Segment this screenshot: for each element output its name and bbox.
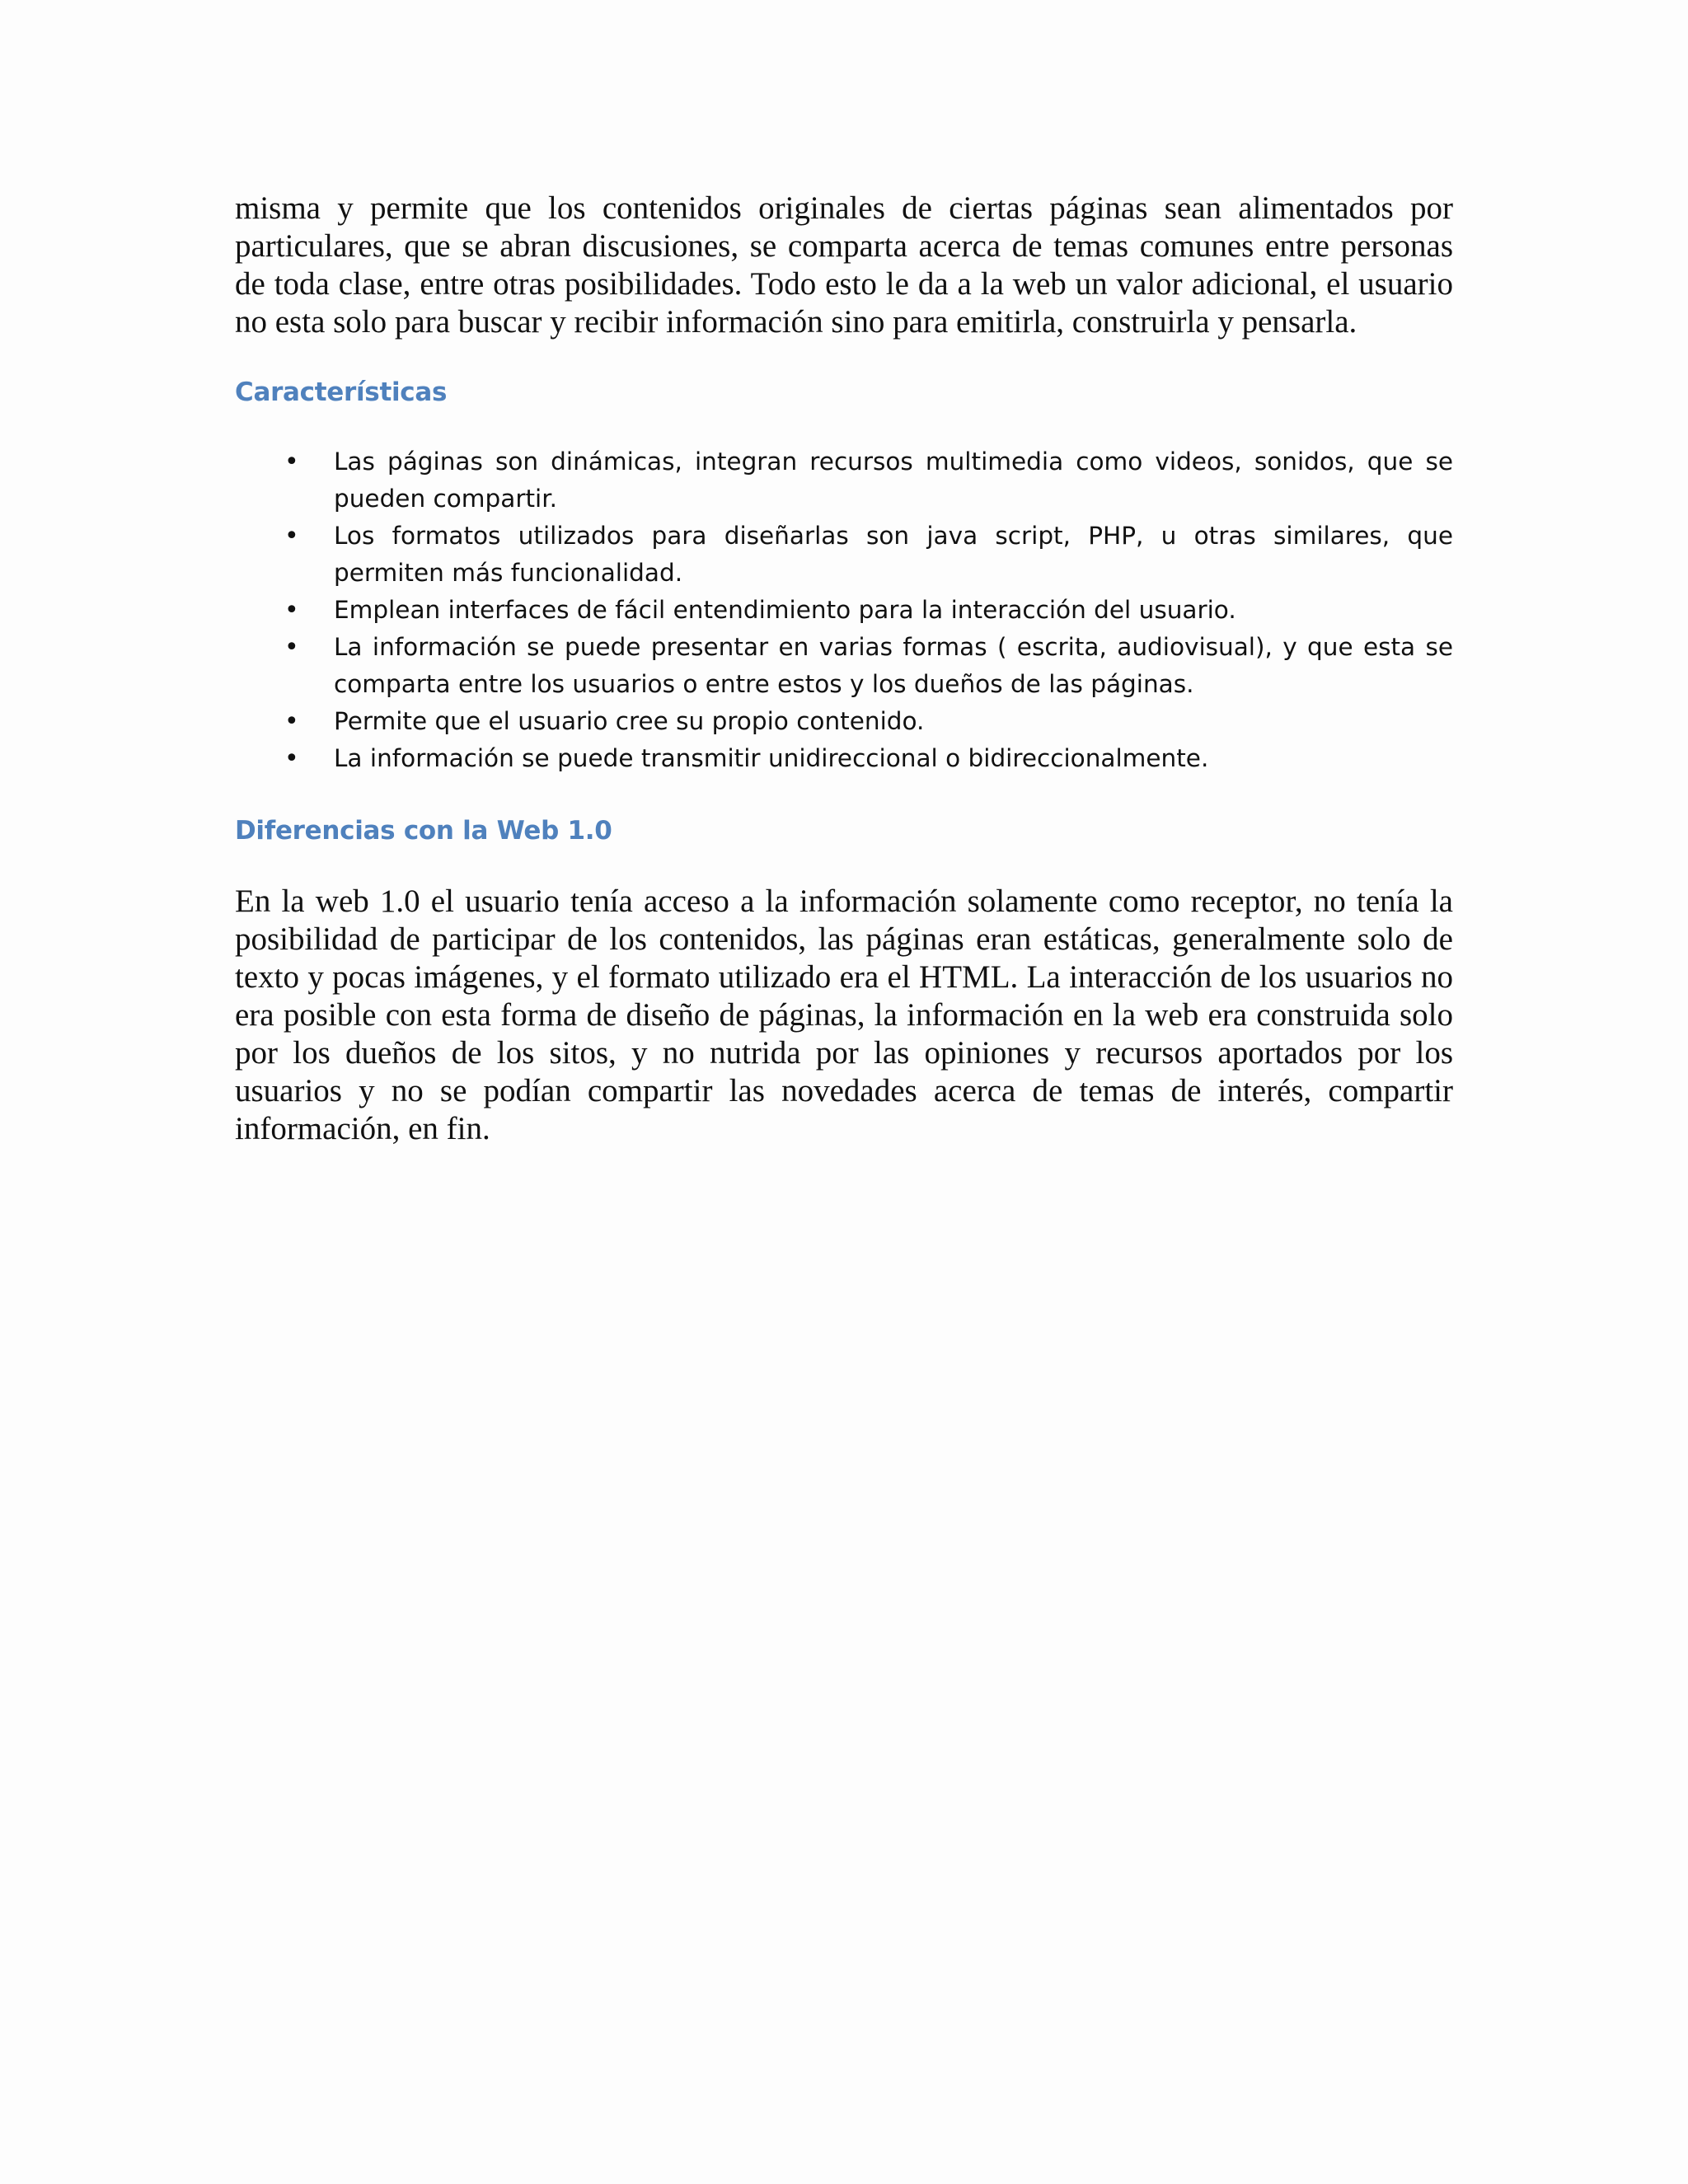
- bullet-icon: •: [284, 522, 299, 551]
- heading-caracteristicas: Características: [235, 377, 448, 407]
- bullet-icon: •: [284, 596, 299, 625]
- list-item: [235, 629, 1453, 703]
- characteristics-list: [235, 443, 1453, 777]
- differences-paragraph: En la web 1.0 el usuario tenía acceso a la información solamente como receptor, no tenía la posibilidad de participar de los contenidos, las páginas eran estáticas, generalmente solo de texto y pocas imágenes, y el formato utilizado era el HTML. La interacción de los usuarios no era posible con esta forma de diseño de páginas, la información en la web era construida solo por los dueños de los sitos, y no nutrida por las opiniones y recursos aportados por los usuarios y no se podían compartir las novedades acerca de temas de interés, compartir información, en fin.: [235, 883, 1453, 1146]
- bullet-icon: •: [284, 707, 299, 736]
- page-content: [235, 190, 1453, 1148]
- list-item: [235, 592, 1453, 629]
- list-item-text: Permite que el usuario cree su propio contenido.: [334, 707, 925, 735]
- bullet-icon: •: [284, 633, 299, 662]
- list-item: [235, 703, 1453, 740]
- list-item-text: Las páginas son dinámicas, integran recursos multimedia como videos, sonidos, que se pueden compartir.: [334, 448, 1453, 513]
- bullet-icon: •: [284, 448, 299, 476]
- list-item-text: Los formatos utilizados para diseñarlas son java script, PHP, u otras similares, que permiten más funcionalidad.: [334, 522, 1453, 587]
- heading-diferencias: Diferencias con la Web 1.0: [235, 816, 612, 846]
- list-item: [235, 740, 1453, 777]
- list-item: [235, 518, 1453, 592]
- list-item-text: La información se puede presentar en varias formas ( escrita, audiovisual), y que esta se comparta entre los usuarios o entre estos y los dueños de las páginas.: [334, 633, 1453, 698]
- list-item-text: Emplean interfaces de fácil entendimiento para la interacción del usuario.: [334, 596, 1236, 624]
- list-item: [235, 443, 1453, 518]
- intro-paragraph: misma y permite que los contenidos originales de ciertas páginas sean alimentados por particulares, que se abran discusiones, se comparta acerca de temas comunes entre personas de toda clase, entre otras posibilidades. Todo esto le da a la web un valor adicional, el usuario no esta solo para buscar y recibir información sino para emitirla, construirla y pensarla.: [235, 190, 1453, 340]
- bullet-icon: •: [284, 744, 299, 773]
- list-item-text: La información se puede transmitir unidireccional o bidireccionalmente.: [334, 744, 1209, 772]
